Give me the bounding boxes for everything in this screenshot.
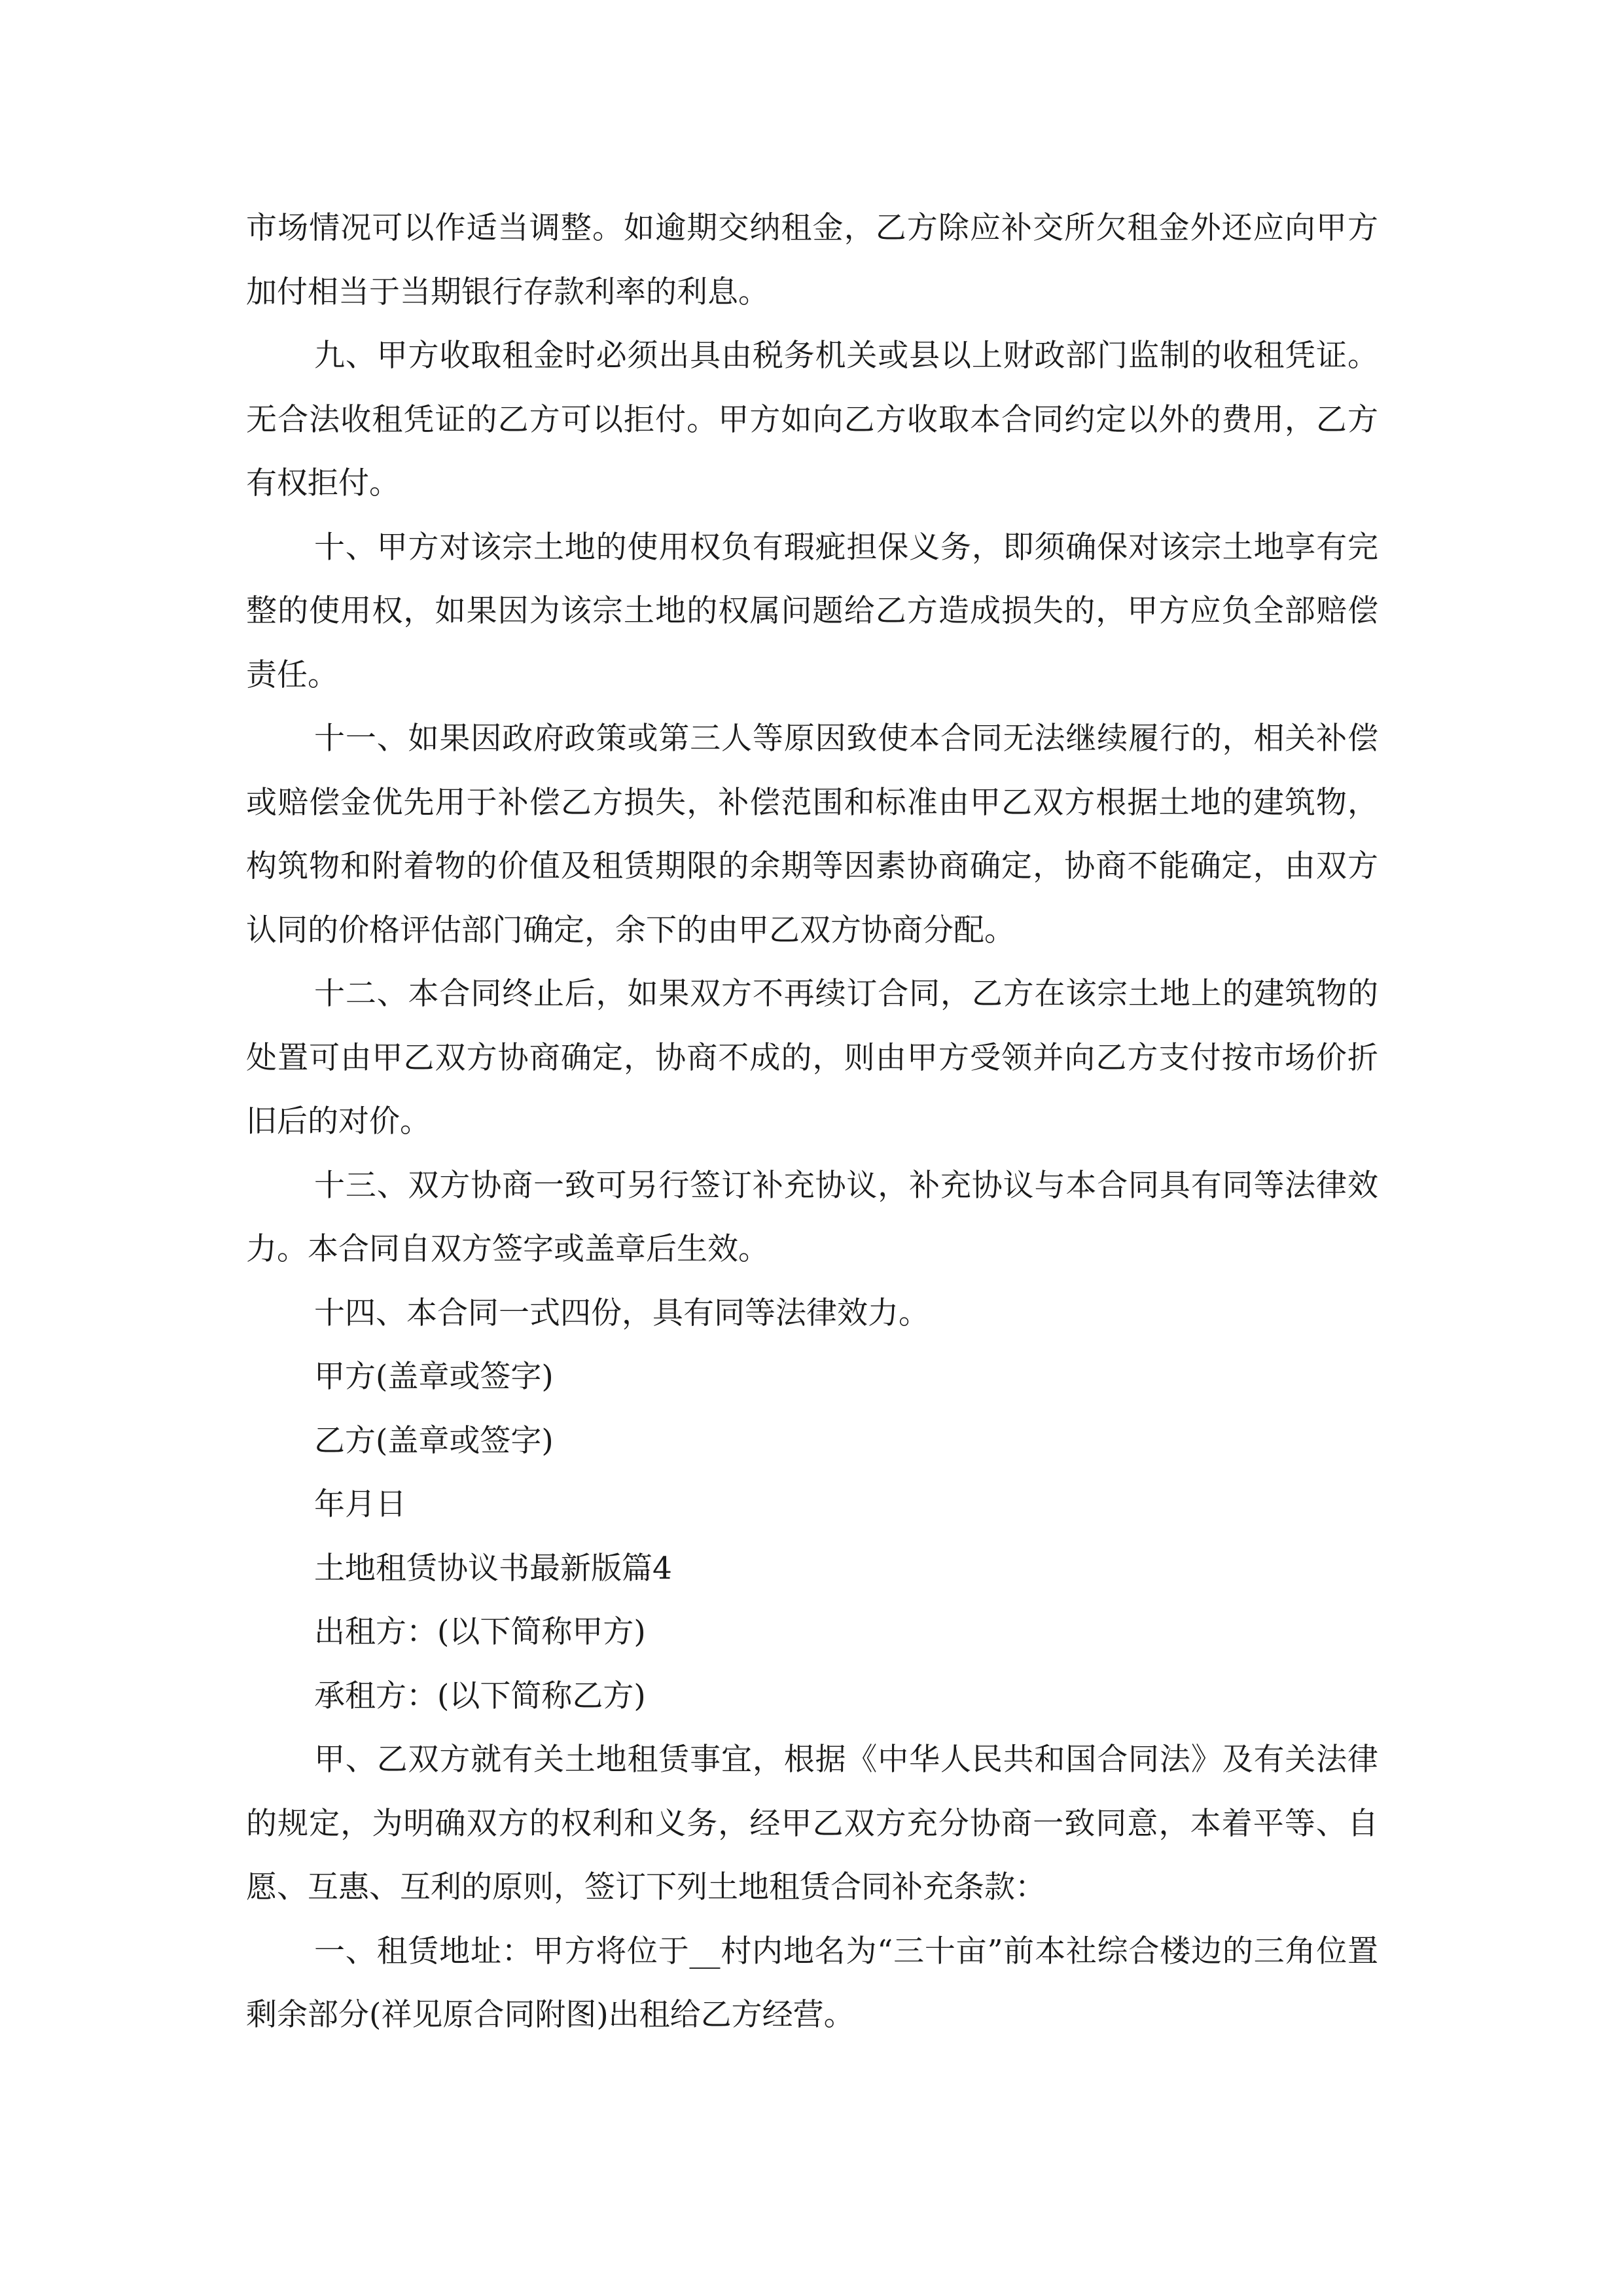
paragraph-rent-adjustment: 市场情况可以作适当调整。如逾期交纳租金，乙方除应补交所欠租金外还应向甲方加付相当于当期银行存款利率的利息。 (246, 210, 1378, 310)
lessee-line: 承租方：(以下简称乙方) (314, 1677, 646, 1714)
clause-11-compensation: 十一、如果因政府政策或第三人等原因致使本合同无法继续履行的，相关补偿或赔偿金优先用于补偿乙方损失，补偿范围和标准由甲乙双方根据土地的建筑物，构筑物和附着物的价值及租赁期限的余期等因素协商确定，协商不能确定，由双方认同的价格评估部门确定，余下的由甲乙双方协商分配。 (246, 721, 1378, 948)
signature-party-a: 甲方(盖章或签字) (314, 1359, 554, 1395)
lessor-line: 出租方：(以下简称甲方) (314, 1614, 646, 1650)
clause-13-supplementary: 十三、双方协商一致可另行签订补充协议，补充协议与本合同具有同等法律效力。本合同自双方签字或盖章后生效。 (246, 1167, 1378, 1267)
section-title: 土地租赁协议书最新版篇4 (314, 1550, 672, 1587)
signature-date: 年月日 (314, 1486, 406, 1522)
clause-10-warranty: 十、甲方对该宗土地的使用权负有瑕疵担保义务，即须确保对该宗土地享有完整的使用权，如果因为该宗土地的权属问题给乙方造成损失的，甲方应负全部赔偿责任。 (246, 529, 1378, 693)
clause-14-copies: 十四、本合同一式四份，具有同等法律效力。 (314, 1295, 929, 1331)
clause-1-lease-address: 一、租赁地址：甲方将位于__村内地名为“三十亩”前本社综合楼边的三角位置剩余部分(祥见原合同附图)出租给乙方经营。 (246, 1933, 1378, 2033)
clause-9-rent-receipt: 九、甲方收取租金时必须出具由税务机关或县以上财政部门监制的收租凭证。无合法收租凭证的乙方可以拒付。甲方如向乙方收取本合同约定以外的费用，乙方有权拒付。 (246, 338, 1378, 501)
signature-party-b: 乙方(盖章或签字) (314, 1422, 554, 1459)
clause-12-termination: 十二、本合同终止后，如果双方不再续订合同，乙方在该宗土地上的建筑物的处置可由甲乙双方协商确定，协商不成的，则由甲方受领并向乙方支付按市场价折旧后的对价。 (246, 976, 1378, 1139)
document-body (246, 196, 1378, 2047)
preamble-paragraph: 甲、乙双方就有关土地租赁事宜，根据《中华人民共和国合同法》及有关法律的规定，为明确双方的权利和义务，经甲乙双方充分协商一致同意，本着平等、自愿、互惠、互利的原则，签订下列土地租赁合同补充条款： (246, 1742, 1378, 1905)
